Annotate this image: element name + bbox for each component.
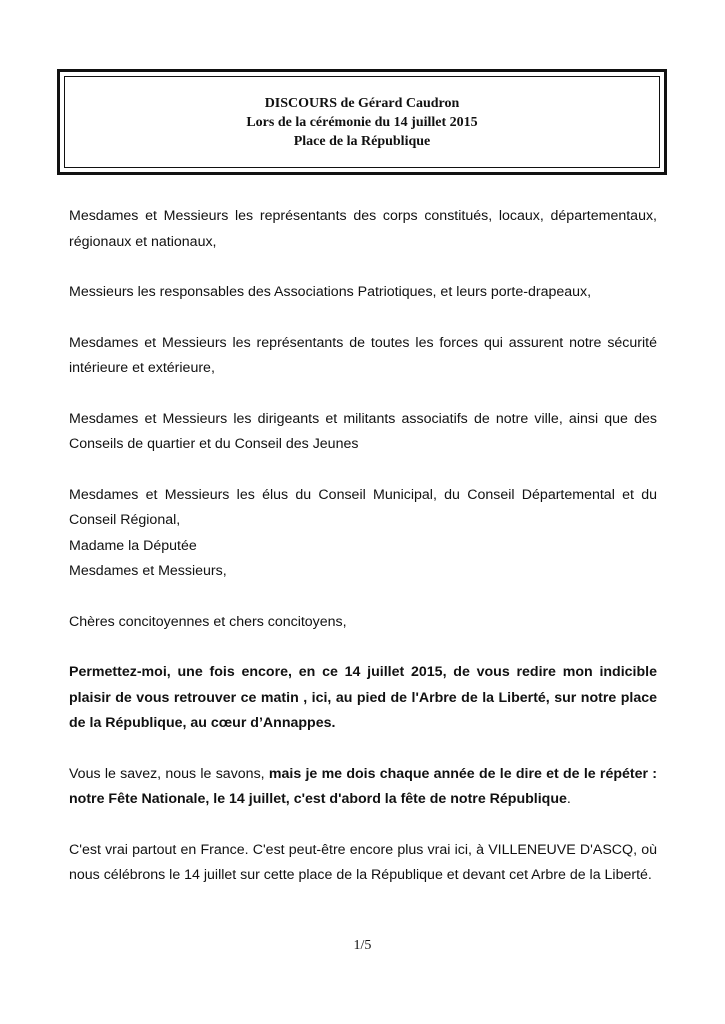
paragraph-10-end: . <box>566 791 571 807</box>
paragraph-2: Messieurs les responsables des Associations Patriotiques, et leurs porte-drapeaux, <box>69 284 592 300</box>
paragraph-4: Mesdames et Messieurs les dirigeants et militants associatifs de notre ville, ainsi que des Conseils de quartier et du Conseil des Jeunes <box>69 410 657 452</box>
page-number: 1/5 <box>353 938 372 953</box>
speech-body <box>69 204 657 914</box>
title-line-2: Lors de la cérémonie du 14 juillet 2015 <box>246 114 478 130</box>
paragraph-9 <box>69 660 657 737</box>
paragraph-10 <box>69 762 657 813</box>
title-line-1: DISCOURS de Gérard Caudron <box>264 95 460 111</box>
paragraph-8: Chères concitoyennes et chers concitoyens, <box>69 613 347 630</box>
paragraph-1: Mesdames et Messieurs les représentants des corps constitués, locaux, départementaux, régionaux et nationaux, <box>69 208 657 250</box>
paragraph-11: C'est vrai partout en France. C'est peut-être encore plus vrai ici, à VILLENEUVE D'ASCQ, où nous célébrons le 14 juillet sur cette place de la République et devant cet Arbre de la Liberté. <box>69 841 657 883</box>
title-box <box>57 69 667 175</box>
paragraph-10-bold: mais je me dois chaque année de le dire et de le répéter : notre Fête Nationale, le 14 juillet, c'est d'abord la fête de notre République <box>69 765 658 807</box>
paragraph-9-bold: Permettez-moi, une fois encore, en ce 14 juillet 2015, de vous redire mon indicible plaisir de vous retrouver ce matin , ici, au pied de l'Arbre de la Liberté, sur notre place de la République, au cœur d’Annappes. <box>69 664 657 731</box>
title-line-3: Place de la République <box>293 133 431 149</box>
paragraph-10-plain: Vous le savez, nous le savons, <box>69 765 269 782</box>
paragraph-6: Madame la Députée <box>69 537 197 554</box>
paragraph-5: Mesdames et Messieurs les élus du Conseil Municipal, du Conseil Départemental et du Conseil Régional, <box>69 486 657 528</box>
paragraph-3: Mesdames et Messieurs les représentants de toutes les forces qui assurent notre sécurité intérieure et extérieure, <box>69 334 657 376</box>
paragraph-7: Mesdames et Messieurs, <box>69 563 227 579</box>
title-inner-frame <box>64 76 660 168</box>
